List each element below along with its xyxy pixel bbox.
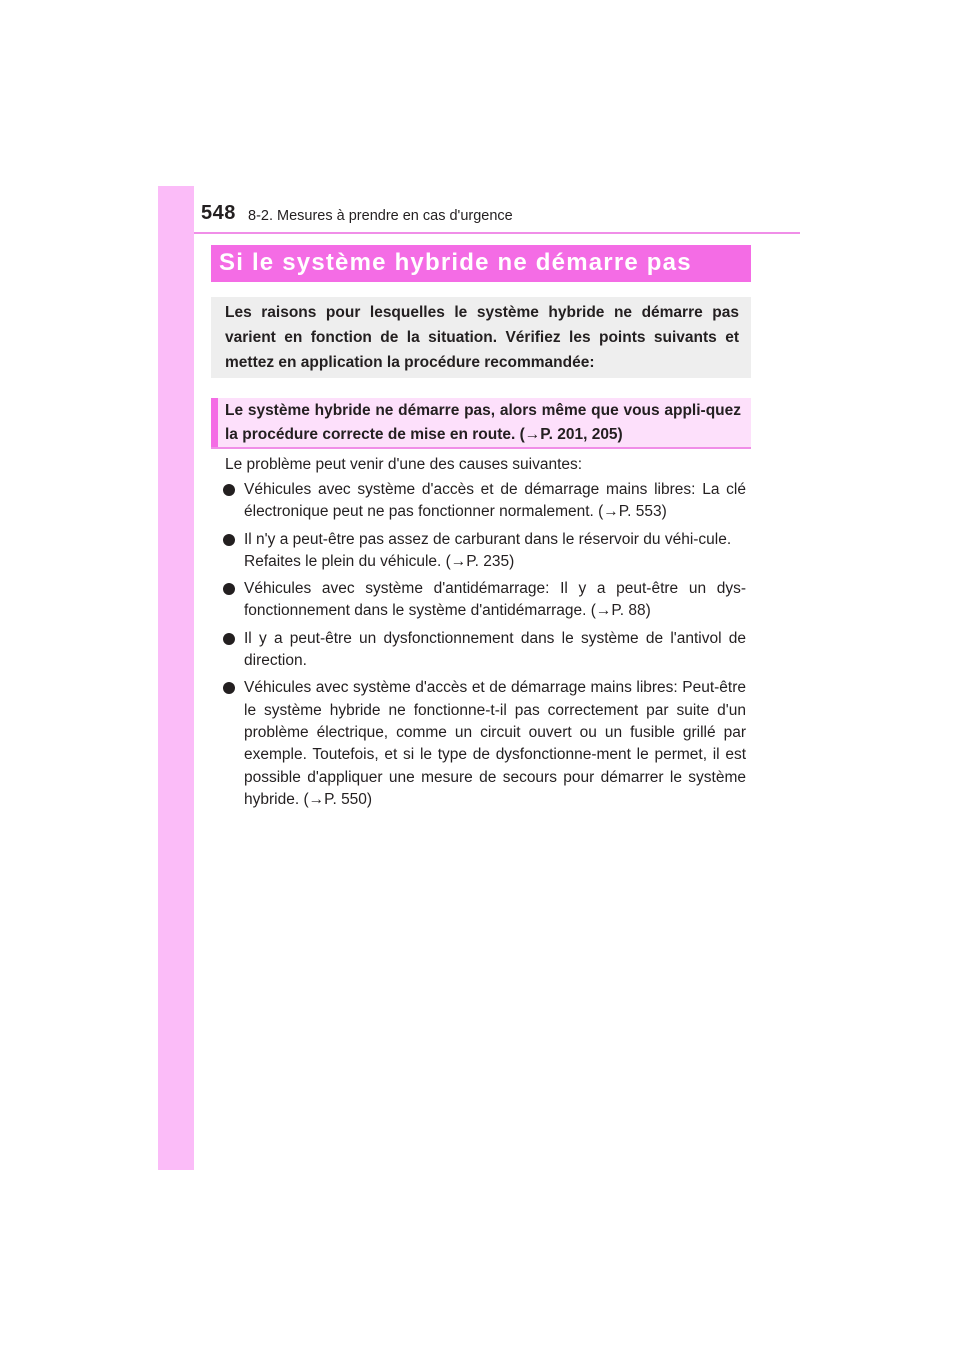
list-item	[211, 578, 746, 623]
bullet-icon	[223, 583, 235, 595]
bullet-text: Il y a peut-être un dysfonctionnement dans le système de l'antivol de direction.	[244, 629, 746, 670]
subheading-accent	[211, 398, 218, 447]
bullet-text: Véhicules avec système d'antidémarrage: Il y a peut-être un dys-fonctionnement dans le système d'antidémarrage. (→P. 88)	[244, 580, 746, 620]
subheading-box	[211, 398, 751, 447]
section-label: 8-2. Mesures à prendre en cas d'urgence	[248, 208, 513, 224]
bullet-icon	[223, 534, 235, 546]
bullet-list	[211, 479, 746, 816]
list-item	[211, 677, 746, 811]
lead-text: Le problème peut venir d'une des causes suivantes:	[225, 456, 583, 473]
page-title: Si le système hybride ne démarre pas	[219, 249, 692, 276]
subheading-text: Le système hybride ne démarre pas, alors même que vous appli-quez la procédure correcte de mise en route. (→P. 201, 205)	[225, 402, 741, 443]
bullet-text: Il n'y a peut-être pas assez de carburant dans le réservoir du véhi-cule.	[244, 530, 732, 548]
bullet-icon	[223, 633, 235, 645]
header-rule	[194, 232, 800, 234]
bullet-text: Véhicules avec système d'accès et de démarrage mains libres: Peut-être le système hybride ne fonctionne-t-il pas correctement par suite d'un problème électrique, comme un circuit ouvert ou un fusible grillé par exemple. Toutefois, et si le type de dysfonctionne-ment le permet, il est possible d'appliquer une mesure de secours pour démarrer le système hybride. (→P. 550)	[244, 679, 746, 808]
page-number: 548	[201, 202, 236, 224]
subheading-rule	[211, 447, 751, 449]
side-band	[158, 186, 194, 1170]
title-bar	[211, 245, 751, 282]
bullet-text: Véhicules avec système d'accès et de démarrage mains libres: La clé électronique peut ne pas fonctionner normalement. (→P. 553)	[244, 481, 746, 521]
list-item	[211, 628, 746, 673]
list-item	[211, 479, 746, 524]
bullet-text-second-line: Refaites le plein du véhicule. (→P. 235)	[244, 552, 515, 570]
list-item	[211, 529, 746, 574]
intro-box	[211, 297, 751, 378]
bullet-icon	[223, 484, 235, 496]
intro-text: Les raisons pour lesquelles le système hybride ne démarre pas varient en fonction de la situation. Vérifiez les points suivants et mettez en application la procédure recommandée:	[225, 304, 739, 371]
bullet-icon	[223, 682, 235, 694]
